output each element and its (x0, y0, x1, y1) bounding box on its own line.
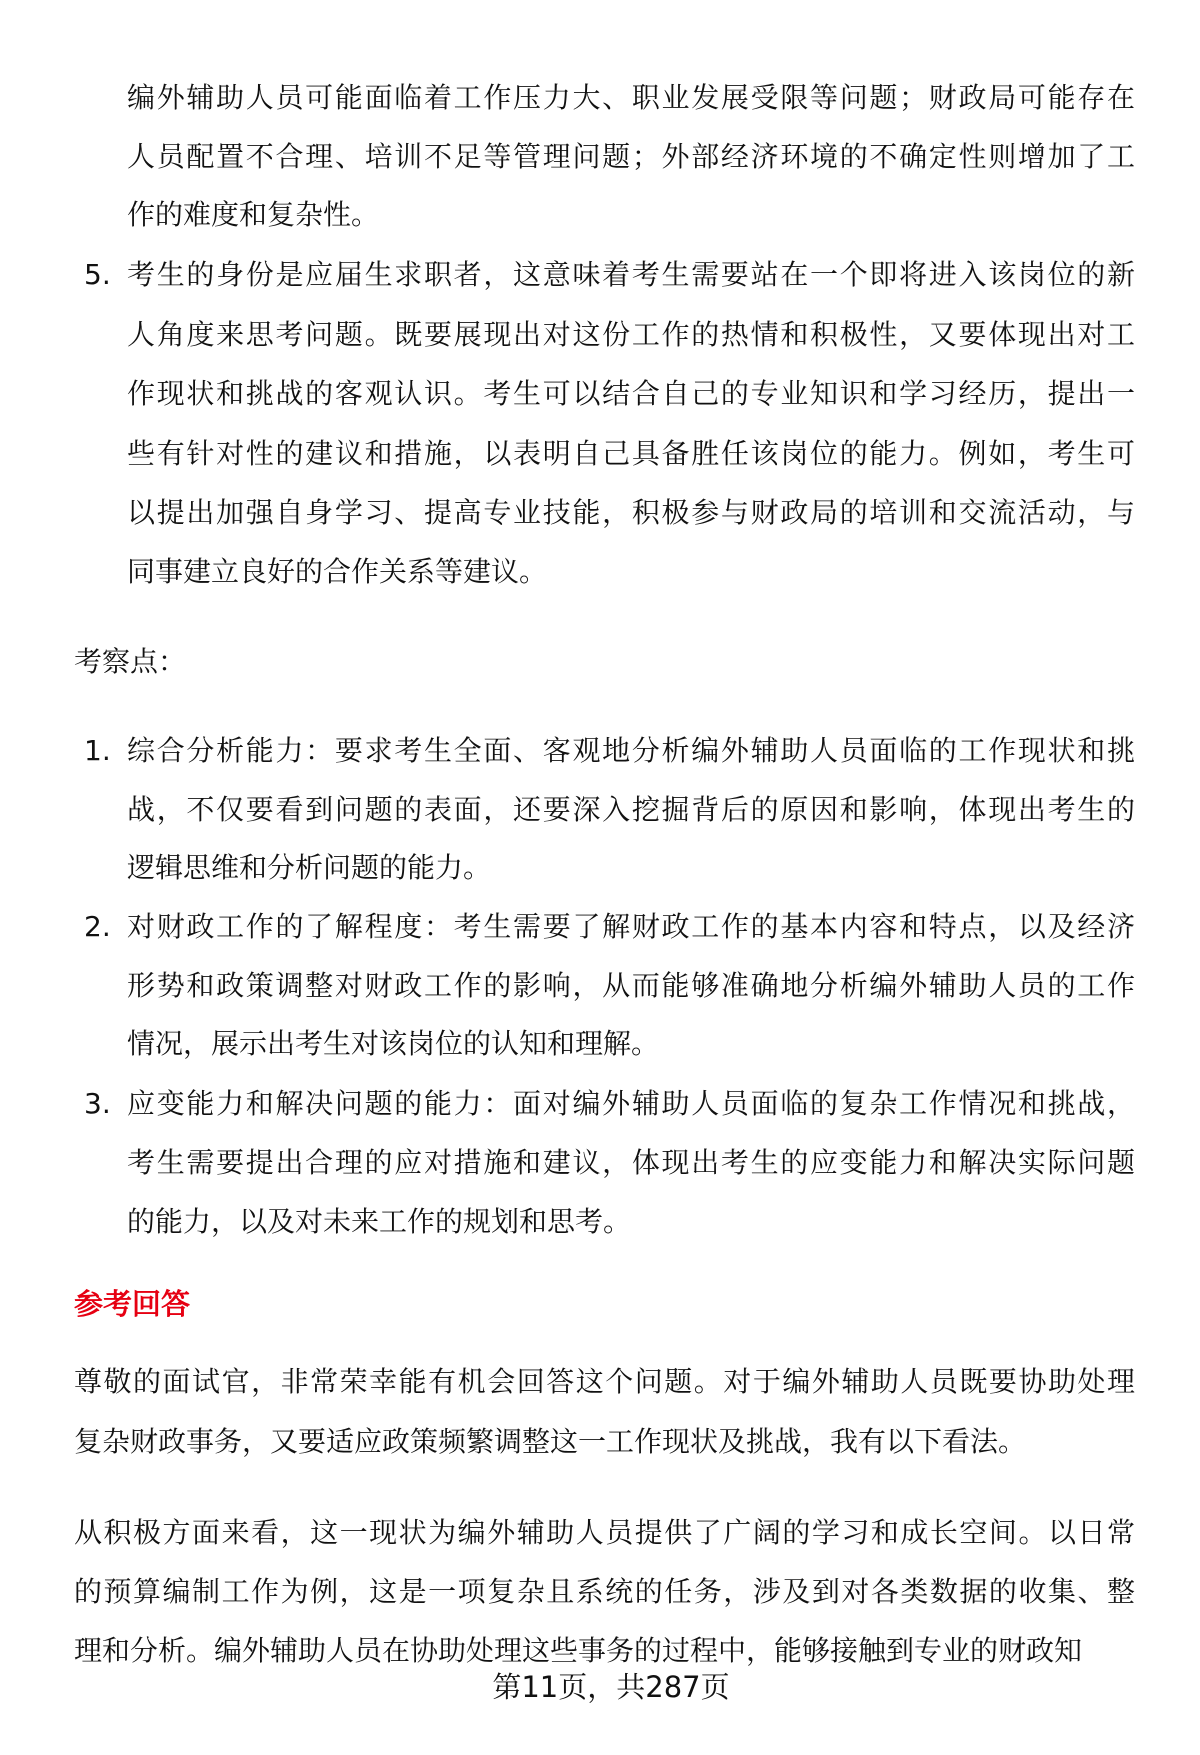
page-number: 第11页，共287页 (492, 1670, 730, 1704)
list-item-line: 些有针对性的建议和措施，以表明自己具备胜任该岗位的能力。例如，考生可 (127, 437, 1135, 470)
reference-answer-heading: 参考回答 (74, 1287, 191, 1321)
list-item-line: 考生的身份是应届生求职者，这意味着考生需要站在一个即将进入该岗位的新 (127, 258, 1135, 291)
answer-line: 复杂财政事务，又要适应政策频繁调整这一工作现状及挑战，我有以下看法。 (74, 1425, 1027, 1458)
paragraph-line: 作的难度和复杂性。 (127, 198, 380, 231)
section-heading: 考察点： (74, 645, 187, 678)
list-item-line: 综合分析能力：要求考生全面、客观地分析编外辅助人员面临的工作现状和挑 (127, 734, 1135, 767)
paragraph-line: 编外辅助人员可能面临着工作压力大、职业发展受限等问题；财政局可能存在 (127, 81, 1135, 114)
list-item-line: 对财政工作的了解程度：考生需要了解财政工作的基本内容和特点，以及经济 (127, 910, 1135, 943)
answer-line: 尊敬的面试官，非常荣幸能有机会回答这个问题。对于编外辅助人员既要协助处理 (74, 1365, 1135, 1398)
list-number: 1. (84, 734, 111, 767)
list-number: 3. (84, 1087, 111, 1120)
list-item-line: 以提出加强自身学习、提高专业技能，积极参与财政局的培训和交流活动，与 (127, 496, 1135, 529)
list-item-line: 同事建立良好的合作关系等建议。 (127, 555, 548, 588)
list-item-line: 作现状和挑战的客观认识。考生可以结合自己的专业知识和学习经历，提出一 (127, 377, 1135, 410)
list-item-line: 应变能力和解决问题的能力：面对编外辅助人员面临的复杂工作情况和挑战， (127, 1087, 1135, 1120)
list-number: 5. (84, 258, 111, 291)
answer-line: 的预算编制工作为例，这是一项复杂且系统的任务，涉及到对各类数据的收集、整 (74, 1575, 1135, 1608)
answer-line: 从积极方面来看，这一现状为编外辅助人员提供了广阔的学习和成长空间。以日常 (74, 1516, 1135, 1549)
list-item-line: 情况，展示出考生对该岗位的认知和理解。 (127, 1027, 660, 1060)
answer-line: 理和分析。编外辅助人员在协助处理这些事务的过程中，能够接触到专业的财政知 (74, 1634, 1083, 1667)
list-item-line: 的能力，以及对未来工作的规划和思考。 (127, 1205, 632, 1238)
list-item-line: 战，不仅要看到问题的表面，还要深入挖掘背后的原因和影响，体现出考生的 (127, 793, 1135, 826)
list-item-line: 人角度来思考问题。既要展现出对这份工作的热情和积极性，又要体现出对工 (127, 318, 1135, 351)
list-item-line: 考生需要提出合理的应对措施和建议，体现出考生的应变能力和解决实际问题 (127, 1146, 1135, 1179)
list-item-line: 形势和政策调整对财政工作的影响，从而能够准确地分析编外辅助人员的工作 (127, 969, 1135, 1002)
list-item-line: 逻辑思维和分析问题的能力。 (127, 851, 492, 884)
list-number: 2. (84, 910, 111, 943)
paragraph-line: 人员配置不合理、培训不足等管理问题；外部经济环境的不确定性则增加了工 (127, 140, 1135, 173)
